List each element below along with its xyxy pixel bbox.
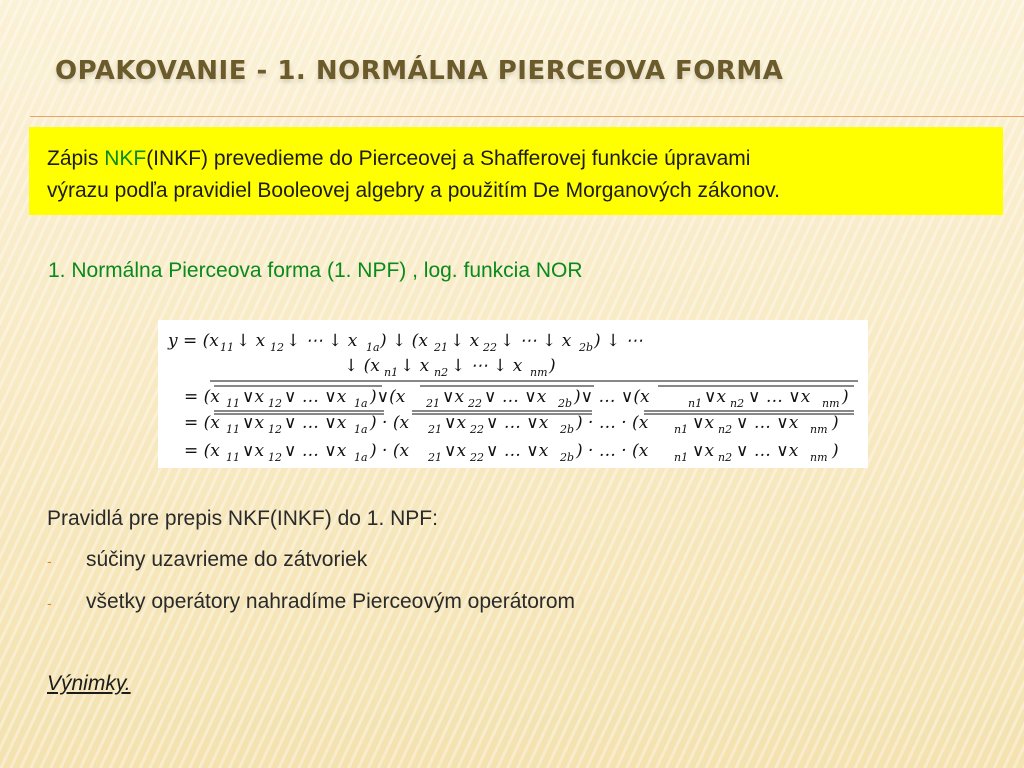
formula-line-3 bbox=[184, 381, 858, 410]
formula-image bbox=[158, 320, 868, 468]
svg-text:↓ ⋯ ↓ x: ↓ ⋯ ↓ x bbox=[500, 331, 572, 351]
svg-text:1a: 1a bbox=[354, 423, 368, 436]
svg-text:) ↓ (x: ) ↓ (x bbox=[380, 331, 428, 351]
svg-text:n1: n1 bbox=[688, 397, 703, 410]
svg-text:n2: n2 bbox=[730, 397, 745, 410]
svg-text:∨x: ∨x bbox=[692, 441, 715, 461]
svg-text:= (x: = (x bbox=[184, 387, 220, 407]
svg-text:12: 12 bbox=[268, 397, 282, 410]
svg-text:12: 12 bbox=[270, 341, 284, 354]
svg-text:): ) bbox=[832, 413, 839, 433]
svg-text:∨ … ∨x: ∨ … ∨x bbox=[748, 387, 811, 407]
svg-text:∨ … ∨x: ∨ … ∨x bbox=[736, 441, 799, 461]
svg-text:∨x: ∨x bbox=[442, 387, 465, 407]
svg-text:22: 22 bbox=[470, 423, 484, 436]
svg-text:): ) bbox=[832, 441, 839, 461]
nkf-term: NKF bbox=[104, 147, 147, 170]
formula-line-1 bbox=[167, 331, 643, 354]
svg-text:↓ x: ↓ x bbox=[236, 331, 266, 351]
svg-text:∨x: ∨x bbox=[242, 413, 265, 433]
highlight-box bbox=[29, 127, 1003, 215]
svg-text:nm: nm bbox=[810, 451, 828, 464]
svg-text:22: 22 bbox=[483, 341, 497, 354]
highlight-text: Zápis bbox=[47, 147, 105, 170]
slide-title: OPAKOVANIE - 1. NORMÁLNA PIERCEOVA FORMA bbox=[55, 56, 784, 86]
svg-text:)∨ … ∨(x: )∨ … ∨(x bbox=[574, 387, 650, 407]
svg-text:↓ ⋯ ↓ x: ↓ ⋯ ↓ x bbox=[451, 356, 523, 376]
svg-text:= (x: = (x bbox=[184, 441, 220, 461]
bullet-marker: - bbox=[47, 595, 52, 611]
svg-text:n1: n1 bbox=[674, 451, 689, 464]
rules-heading: Pravidlá pre prepis NKF(INKF) do 1. NPF: bbox=[47, 507, 438, 530]
svg-text:n1: n1 bbox=[674, 423, 689, 436]
svg-text:2b: 2b bbox=[560, 451, 575, 464]
svg-text:= (x: = (x bbox=[184, 413, 220, 433]
highlight-text: a bbox=[456, 147, 481, 170]
svg-text:↓ x: ↓ x bbox=[450, 331, 480, 351]
svg-text:∨x: ∨x bbox=[692, 413, 715, 433]
svg-text:11: 11 bbox=[226, 451, 240, 464]
svg-text:): ) bbox=[842, 387, 849, 407]
svg-text:22: 22 bbox=[468, 397, 482, 410]
svg-text:↓ ⋯ ↓ x: ↓ ⋯ ↓ x bbox=[286, 331, 358, 351]
svg-text:∨ … ∨x: ∨ … ∨x bbox=[486, 413, 549, 433]
svg-text:) · (x: ) · (x bbox=[370, 413, 410, 433]
svg-text:nm: nm bbox=[810, 423, 828, 436]
pierce-term: Pierceovej bbox=[358, 147, 457, 170]
svg-text:∨ … ∨x: ∨ … ∨x bbox=[486, 441, 549, 461]
svg-text:2b: 2b bbox=[558, 397, 573, 410]
title-divider bbox=[30, 116, 1024, 117]
svg-text:11: 11 bbox=[226, 423, 240, 436]
svg-text:n2: n2 bbox=[434, 366, 449, 379]
svg-text:y = (x: y = (x bbox=[168, 331, 219, 351]
svg-text:12: 12 bbox=[268, 451, 282, 464]
svg-text:21: 21 bbox=[428, 451, 442, 464]
exceptions-link[interactable]: Výnimky. bbox=[47, 672, 131, 695]
svg-text:21: 21 bbox=[426, 397, 440, 410]
svg-text:∨ … ∨x: ∨ … ∨x bbox=[736, 413, 799, 433]
svg-text:21: 21 bbox=[434, 341, 448, 354]
svg-text:n1: n1 bbox=[384, 366, 399, 379]
highlight-text: výrazu podľa pravidiel Booleovej algebry a použitím De Morganových zákonov. bbox=[47, 179, 780, 202]
svg-text:nm: nm bbox=[530, 366, 548, 379]
svg-text:21: 21 bbox=[428, 423, 442, 436]
list-item-text: súčiny uzavrieme do zátvoriek bbox=[86, 548, 368, 571]
svg-text:∨ … ∨x: ∨ … ∨x bbox=[284, 441, 347, 461]
svg-text:) · … · (x: ) · … · (x bbox=[576, 441, 649, 461]
formula-line-2 bbox=[344, 356, 556, 379]
svg-text:∨x: ∨x bbox=[704, 387, 727, 407]
svg-text:1a: 1a bbox=[354, 451, 368, 464]
svg-text:∨ … ∨x: ∨ … ∨x bbox=[284, 387, 347, 407]
svg-text:) · … · (x: ) · … · (x bbox=[576, 413, 649, 433]
formula-line-4 bbox=[184, 411, 854, 436]
svg-text:): ) bbox=[549, 356, 556, 376]
svg-text:∨ … ∨x: ∨ … ∨x bbox=[284, 413, 347, 433]
svg-text:n2: n2 bbox=[718, 451, 733, 464]
svg-text:∨x: ∨x bbox=[242, 441, 265, 461]
svg-text:∨x: ∨x bbox=[444, 441, 467, 461]
svg-text:n2: n2 bbox=[718, 423, 733, 436]
svg-text:2b: 2b bbox=[579, 341, 594, 354]
svg-text:↓ (x: ↓ (x bbox=[344, 356, 380, 376]
svg-text:12: 12 bbox=[268, 423, 282, 436]
svg-text:11: 11 bbox=[226, 397, 240, 410]
svg-text:11: 11 bbox=[220, 341, 234, 354]
svg-text:)∨(x: )∨(x bbox=[370, 387, 406, 407]
highlight-text: (INKF) prevedieme do bbox=[146, 147, 359, 170]
svg-text:2b: 2b bbox=[560, 423, 575, 436]
svg-text:1a: 1a bbox=[366, 341, 380, 354]
svg-text:↓ x: ↓ x bbox=[400, 356, 430, 376]
svg-text:nm: nm bbox=[822, 397, 840, 410]
shaffer-term: Shafferovej bbox=[480, 147, 586, 170]
svg-text:22: 22 bbox=[470, 451, 484, 464]
formula-line-5 bbox=[184, 441, 839, 464]
bullet-marker: - bbox=[47, 553, 52, 569]
formula-svg bbox=[158, 320, 868, 468]
list-item bbox=[47, 548, 367, 572]
list-item bbox=[47, 590, 575, 614]
list-item-text: všetky operátory nahradíme Pierceovým operátorom bbox=[86, 590, 576, 613]
svg-text:∨x: ∨x bbox=[242, 387, 265, 407]
highlight-text: funkcie úpravami bbox=[585, 147, 751, 170]
svg-text:1a: 1a bbox=[354, 397, 368, 410]
npf-heading: 1. Normálna Pierceova forma (1. NPF) , log. funkcia NOR bbox=[48, 259, 583, 282]
svg-text:) ↓ ⋯: ) ↓ ⋯ bbox=[594, 331, 643, 351]
svg-text:∨x: ∨x bbox=[444, 413, 467, 433]
svg-text:∨ … ∨x: ∨ … ∨x bbox=[484, 387, 547, 407]
svg-text:) · (x: ) · (x bbox=[370, 441, 410, 461]
